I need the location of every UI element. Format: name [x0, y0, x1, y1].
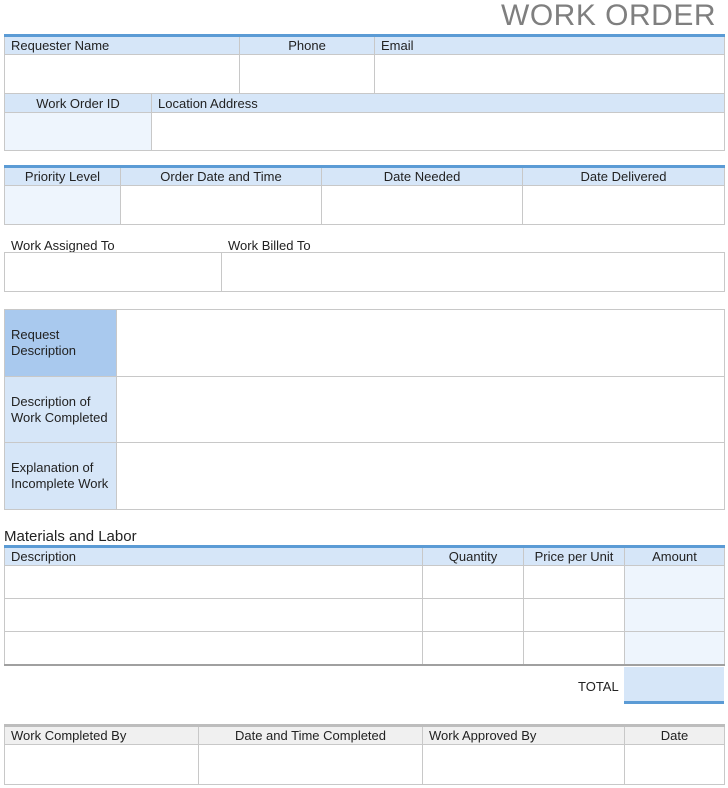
work-assigned-label: Work Assigned To	[11, 238, 115, 253]
date-needed-label: Date Needed	[322, 167, 523, 186]
item-price-cell[interactable]	[524, 632, 625, 665]
col-description-header: Description	[5, 547, 423, 566]
email-label: Email	[375, 36, 725, 55]
col-amount-header: Amount	[625, 547, 725, 566]
schedule-table	[4, 165, 725, 225]
date-time-completed-label: Date and Time Completed	[199, 726, 423, 745]
item-price-cell[interactable]	[524, 599, 625, 632]
work-assigned-field[interactable]	[5, 253, 222, 292]
work-billed-label: Work Billed To	[228, 238, 311, 253]
incomplete-work-field[interactable]	[117, 443, 725, 510]
approval-date-field[interactable]	[625, 745, 725, 785]
materials-table	[4, 545, 725, 666]
approval-date-label: Date	[625, 726, 725, 745]
item-amount-cell[interactable]	[625, 566, 725, 599]
table-row	[5, 632, 725, 665]
table-row	[5, 566, 725, 599]
work-order-id-field[interactable]	[5, 113, 152, 151]
order-date-label: Order Date and Time	[121, 167, 322, 186]
phone-label: Phone	[240, 36, 375, 55]
completed-by-field[interactable]	[5, 745, 199, 785]
priority-level-field[interactable]	[5, 186, 121, 225]
item-price-cell[interactable]	[524, 566, 625, 599]
col-price-header: Price per Unit	[524, 547, 625, 566]
date-time-completed-field[interactable]	[199, 745, 423, 785]
item-description-cell[interactable]	[5, 566, 423, 599]
work-order-id-label: Work Order ID	[5, 94, 152, 113]
approved-by-field[interactable]	[423, 745, 625, 785]
item-description-cell[interactable]	[5, 632, 423, 665]
request-description-field[interactable]	[117, 310, 725, 377]
assignment-table	[4, 252, 725, 292]
work-billed-field[interactable]	[222, 253, 725, 292]
work-completed-description-label: Description of Work Completed	[5, 377, 117, 443]
date-needed-field[interactable]	[322, 186, 523, 225]
incomplete-work-label: Explanation of Incomplete Work	[5, 443, 117, 510]
location-address-field[interactable]	[152, 113, 725, 151]
email-field[interactable]	[375, 55, 725, 94]
item-description-cell[interactable]	[5, 599, 423, 632]
col-quantity-header: Quantity	[423, 547, 524, 566]
item-amount-cell[interactable]	[625, 632, 725, 665]
total-amount-field[interactable]	[624, 667, 724, 704]
materials-section-title: Materials and Labor	[4, 528, 137, 545]
location-table	[4, 93, 725, 151]
location-address-label: Location Address	[152, 94, 725, 113]
item-quantity-cell[interactable]	[423, 599, 524, 632]
work-completed-description-field[interactable]	[117, 377, 725, 443]
priority-level-label: Priority Level	[5, 167, 121, 186]
requester-table	[4, 34, 725, 94]
item-amount-cell[interactable]	[625, 599, 725, 632]
table-row	[5, 599, 725, 632]
page-title: WORK ORDER	[501, 0, 716, 32]
descriptions-table	[4, 309, 725, 510]
signoff-table	[4, 724, 725, 785]
total-label: TOTAL	[578, 679, 619, 694]
approved-by-label: Work Approved By	[423, 726, 625, 745]
request-description-label: Request Description	[5, 310, 117, 377]
item-quantity-cell[interactable]	[423, 632, 524, 665]
requester-name-label: Requester Name	[5, 36, 240, 55]
date-delivered-label: Date Delivered	[523, 167, 725, 186]
date-delivered-field[interactable]	[523, 186, 725, 225]
order-date-field[interactable]	[121, 186, 322, 225]
completed-by-label: Work Completed By	[5, 726, 199, 745]
phone-field[interactable]	[240, 55, 375, 94]
requester-name-field[interactable]	[5, 55, 240, 94]
item-quantity-cell[interactable]	[423, 566, 524, 599]
